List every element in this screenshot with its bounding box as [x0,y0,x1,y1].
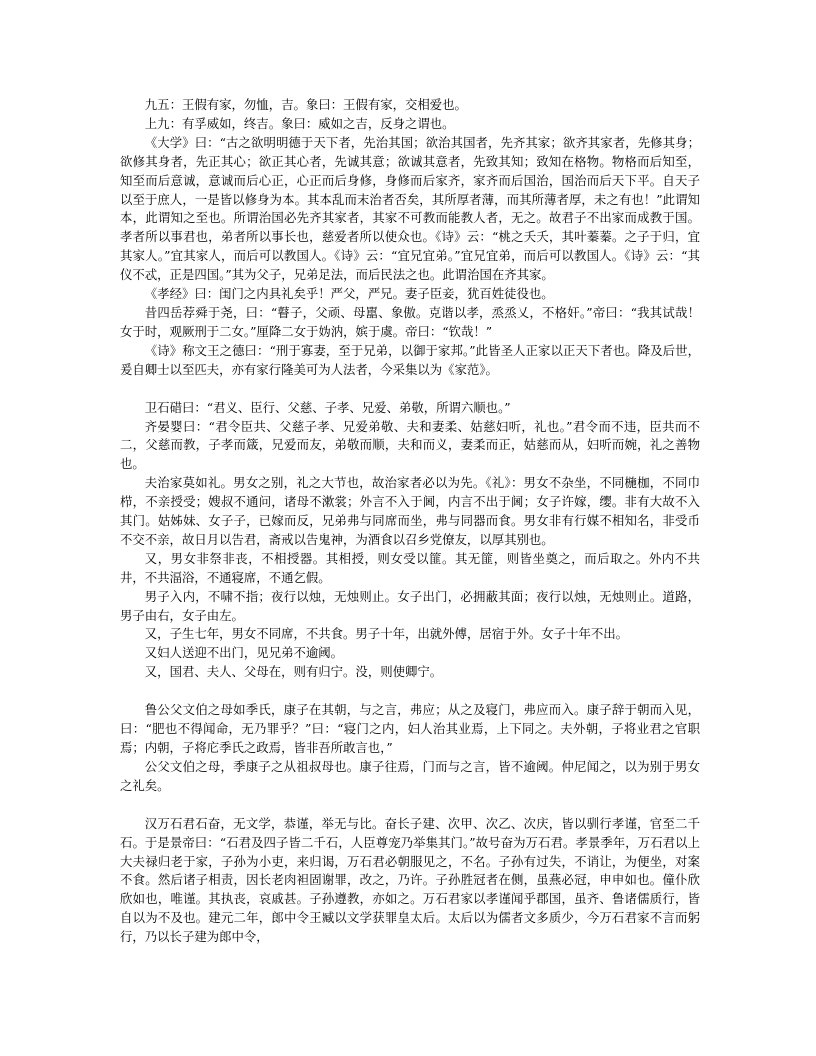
paragraph-zisheng: 又，子生七年，男女不同席，不共食。男子十年，出就外傅，居宿于外。女子十年不出。 [144,626,629,642]
paragraph-siyue: 昔四岳荐舜于尧，曰：“瞽子，父顽、母嚚、象傲。克谐以孝，烝烝乂，不格奸。”帝曰：“我其试哉！女于时，观厥刑于二女。”厘降二女于妫汭，嫔于虞。帝曰：“钦哉！” [120,304,700,339]
paragraph-jiuwu: 九五：王假有家，勿恤，吉。象曰：王假有家，交相爱也。 [144,97,467,112]
paragraph-shi-wenwang: 《诗》称文王之德曰：“刑于寡妻，至于兄弟，以御于家邦。”此皆圣人正家以正天下者也。降及后世，爰自卿士以至匹夫，亦有家行隆美可为人法者，今采集以为《家范》。 [120,342,700,377]
section-gap [120,796,700,815]
paragraph-wanshijun: 汉万石君石奋，无文学，恭谨，举无与比。奋长子建、次甲、次乙、次庆，皆以驯行孝谨，官至二千石。于是景帝曰：“石君及四子皆二千石，人臣尊宠乃举集其门。”故号奋为万石君。孝景季年，万石君以上大夫禄归老于家，子孙为小吏，来归谒，万石君必朝服见之，不名。子孙有过失，不诮让，为便坐，对案不食。然后诸子相责，因长老肉袒固谢罪，改之，乃许。子孙胜冠者在侧，虽燕必冠，申申如也。僮仆欣欣如也，唯谨。其执丧，哀戚甚。子孙遵教，亦如之。万石君家以孝谨闻乎郡国，虽齐、鲁诸儒质行，皆自以为不及也。建元二年，郎中令王臧以文学获罪皇太后。太后以为儒者文多质少，今万石君家不言而躬行，乃以长子建为郎中令， [120,815,700,945]
section-gap [120,380,700,399]
paragraph-yanying: 齐晏婴曰：“君令臣共、父慈子孝、兄爱弟敬、夫和妻柔、姑慈妇听，礼也。”君令而不违，臣共而不二，父慈而教，子孝而箴，兄爱而友，弟敬而顺，夫和而义，妻柔而正，姑慈而从，妇听而婉，礼之善物也。 [120,418,700,472]
paragraph-nanzi-runei: 男子入内，不啸不指；夜行以烛，无烛则止。女子出门，必拥蔽其面；夜行以烛，无烛则止。道路，男子由右，女子由左。 [120,588,700,623]
paragraph-daxue: 《大学》曰：“古之欲明明德于天下者，先治其国；欲治其国者，先齐其家；欲齐其家者，先修其身；欲修其身者，先正其心；欲正其心者，先诚其意；欲诚其意者，先致其知；致知在格物。物格而后知至，知至而后意诚，意诚而后心正，心正而后身修，身修而后家齐，家齐而后国治，国治而后天下平。自天子以至于庶人，一是皆以修身为本。其本乱而末治者否矣，其所厚者薄，而其所薄者厚，未之有也！”此谓知本，此谓知之至也。所谓治国必先齐其家者，其家不可教而能教人者，无之。故君子不出家而成教于国。孝者所以事君也，弟者所以事长也，慈爱者所以使众也。《诗》云：“桃之夭夭，其叶蓁蓁。之子于归，宜其家人。”宜其家人，而后可以教国人。《诗》云：“宜兄宜弟。”宜兄宜弟，而后可以教国人。《诗》云：“其仪不忒，正是四国。”其为父子，兄弟足法，而后民法之也。此谓治国在齐其家。 [120,134,700,283]
paragraph-shangjiu: 上九：有孚威如，终吉。象曰：威如之吉，反身之谓也。 [144,115,455,131]
paragraph-nannv-shouqi: 又，男女非祭非丧，不相授器。其相授，则女受以篚。其无篚，则皆坐奠之，而后取之。外内不共井，不共湢浴，不通寝席，不通乞假。 [120,550,700,585]
paragraph-zhijia: 夫治家莫如礼。男女之别，礼之大节也，故治家者必以为先。《礼》：男女不杂坐，不同椸枷，不同巾栉，不亲授受；嫂叔不通问，诸母不漱裳；外言不入于阃，内言不出于阃；女子许嫁，缨。非有大故不入其门。姑姊妹、女子子，已嫁而反，兄弟弗与同席而坐，弗与同器而食。男女非有行媒不相知名，非受币不交不亲，故日月以告君，斋戒以告鬼神，为酒食以召乡党僚友，以厚其别也。 [120,475,700,547]
section-gap [120,682,700,701]
document-page [120,96,700,947]
paragraph-shique: 卫石碏曰：“君义、臣行、父慈、子孝、兄爱、弟敬，所谓六顺也。” [144,399,511,415]
paragraph-guijun: 又，国君、夫人、父母在，则有归宁。没，则使卿宁。 [144,664,443,680]
paragraph-xiaojing: 《孝经》曰：闺门之内具礼矣乎！严父，严兄。妻子臣妾，犹百姓徒役也。 [144,286,554,302]
paragraph-gongfu-wenbo-1: 鲁公父文伯之母如季氏，康子在其朝，与之言，弗应；从之及寝门，弗应而入。康子辞于朝而入见，曰：“肥也不得闻命，无乃罪乎？”曰：“寝门之内，妇人治其业焉，上下同之。夫外朝，子将业君之官职焉；内朝，子将庀季氏之政焉，皆非吾所敢言也，” [120,702,700,755]
paragraph-gongfu-wenbo-2: 公父文伯之母，季康子之从祖叔母也。康子往焉，门而与之言，皆不逾阈。仲尼闻之，以为别于男女之礼矣。 [120,758,700,793]
paragraph-furen-songying: 又妇人送迎不出门，见兄弟不逾阈。 [144,645,344,661]
